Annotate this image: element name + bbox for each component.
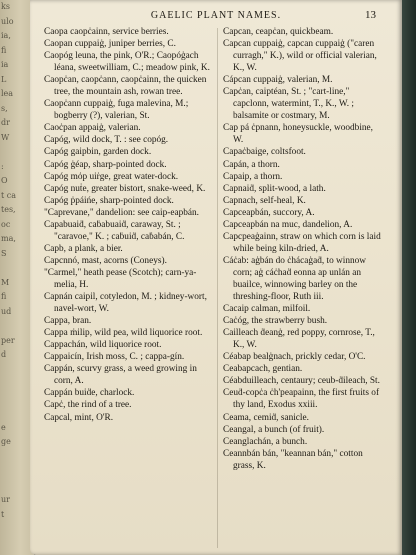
dictionary-entry: Cappán buiḋe, charlock. <box>44 388 135 399</box>
adjacent-page-fragment <box>1 406 31 421</box>
dictionary-entry: Cáċab: aġbán do ċhácaġaḋ, to winnow corn; aġ cáċhaḋ eonna ap unlán an buailce, winnowing barley on the threshing-floor, Ruth iii. <box>223 255 367 303</box>
adjacent-page-fragment: : <box>1 161 4 171</box>
adjacent-page-text <box>1 0 31 555</box>
dictionary-entry: Capb, a plank, a bier. <box>44 243 123 254</box>
dictionary-entry: Capaċbaige, coltsfoot. <box>223 147 306 158</box>
dictionary-entry: "Caprevane," dandelion: see caip-eapbán. <box>44 207 199 218</box>
adjacent-page-fragment <box>1 145 31 160</box>
book-cover-edge <box>400 0 416 555</box>
adjacent-page-fragment: ma, <box>1 234 16 243</box>
dictionary-entry: Caopóg leuna, the pink, O'R.; Caopóġach léana, sweetwilliam, C.; meadow pink, K. <box>44 51 210 74</box>
adjacent-page-fragment: fi <box>1 45 7 55</box>
adjacent-page-fragment: ge <box>1 437 11 446</box>
dictionary-entry: Cappa ṁilip, wild pea, wild liquorice root. <box>44 328 203 339</box>
adjacent-page-fragment: L <box>1 74 7 84</box>
adjacent-page-fragment: S <box>1 248 7 258</box>
dictionary-entry: Caopċann cuppaiġ, fuga malevina, M.; bogberry (?), valerian, St. <box>44 99 189 122</box>
dictionary-entry: Ceabapcach, gentian. <box>223 364 303 375</box>
dictionary-entry: Ceama, cemiḋ, sanicle. <box>223 412 309 423</box>
dictionary-entry: Cailleach ḋeanġ, red poppy, cornrose, T., K., W. <box>223 328 375 351</box>
column-gutter <box>217 28 218 548</box>
dictionary-entry: Céabap bealġnach, prickly cedar, O'C. <box>223 352 366 363</box>
dictionary-entry: Capceapbán na muc, dandelion, A. <box>223 219 353 230</box>
dictionary-entry: Capnán caipil, cotyledon, M. ; kidney-wort, navel-wort, W. <box>44 292 207 315</box>
dictionary-entry: Cappachán, wild liquorice root. <box>44 340 162 351</box>
dictionary-entry: Capcan cuppaiġ, capcan cuppaiġ ("caren curragh," K.), wild or official valerian, K., W. <box>223 39 377 74</box>
dictionary-entry: Céabduilleach, centaury; ceub-ḋileach, St. <box>223 376 380 387</box>
adjacent-page-fragment: tes, <box>1 205 16 214</box>
adjacent-page-fragment: e <box>1 422 6 432</box>
adjacent-page-fragment: per <box>1 335 15 345</box>
adjacent-page-fragment: s, <box>1 103 8 113</box>
adjacent-page-fragment: ia, <box>1 31 11 40</box>
dictionary-entry: Ceannbán bán, "keannan bán," cotton grass, K. <box>223 448 363 471</box>
adjacent-page-fragment <box>1 522 31 537</box>
dictionary-entry: Caopċan, caopċann, caopċainn, the quicken tree, the mountain ash, rowan tree. <box>44 75 207 98</box>
dictionary-entry: Caopa caopċainn, service berries. <box>44 27 169 37</box>
dictionary-entry: Caoċpan appaiġ, valerian. <box>44 123 141 134</box>
adjacent-page-fragment: t <box>1 509 5 519</box>
dictionary-entry: Capċ, the rind of a tree. <box>44 400 132 411</box>
running-header <box>30 6 402 26</box>
dictionary-entry: Caċóg, the strawberry bush. <box>223 316 328 327</box>
dictionary-entry: Capcpeaġainn, straw on which corn is laid while being kiln-dried, A. <box>223 231 381 254</box>
dictionary-entry: Ceangal, a bunch (of fruit). <box>223 424 325 435</box>
adjacent-page-fragment <box>1 392 31 407</box>
adjacent-page-fragment: O <box>1 176 8 185</box>
adjacent-page-fragment: dr <box>1 118 10 127</box>
adjacent-page-fragment <box>1 363 31 378</box>
dictionary-entry: Capcal, mint, O'R. <box>44 412 114 423</box>
dictionary-entry: Capóg mόp uiṙge, great water-dock. <box>44 171 179 182</box>
book-page <box>30 0 402 555</box>
dictionary-entry: Caopan cuppaiġ, juniper berries, C. <box>44 39 176 50</box>
adjacent-page-fragment: M <box>1 277 10 287</box>
adjacent-page-fragment: ud <box>1 306 12 316</box>
dictionary-entry: Capabuaiḋ, caḃabuaiḋ, caraway, St. ; "caravoe," K. ; caḃuiḋ, caḃabán, C. <box>44 219 185 242</box>
dictionary-entry: Capóg, wild dock, T. : see copóg. <box>44 135 169 146</box>
adjacent-page-fragment: fi <box>1 292 7 301</box>
dictionary-entry: Capóg ġéap, sharp-pointed dock. <box>44 159 167 170</box>
page-number: 13 <box>365 9 376 21</box>
adjacent-page-fragment: W <box>1 132 10 142</box>
dictionary-entry: Cap pá ċpnann, honeysuckle, woodbine, W. <box>223 123 374 146</box>
adjacent-page-fragment: oc <box>1 219 11 229</box>
dictionary-entry: Cacaip calman, milfoil. <box>223 304 311 315</box>
adjacent-page-fragment: ia <box>1 60 9 69</box>
dictionary-entry: Capceapbán, succory, A. <box>223 207 315 218</box>
dictionary-entry: Capnaiḋ, split-wood, a lath. <box>223 183 326 194</box>
dictionary-entry: Ceanglachán, a bunch. <box>223 436 308 447</box>
right-column <box>223 26 385 472</box>
adjacent-page-fragment <box>1 450 31 465</box>
adjacent-page-fragment <box>1 464 31 479</box>
adjacent-page-fragment <box>1 261 31 276</box>
dictionary-entry: Ceuḋ-copċa ċh'peapainn, the first fruits of thy land, Exodus xxiii. <box>223 388 380 411</box>
dictionary-entry: Capóg nuṫe, greater bistort, snake-weed, K. <box>44 183 206 194</box>
dictionary-entry: Capnach, self-heal, K. <box>223 195 306 206</box>
adjacent-page-fragment <box>1 377 31 392</box>
adjacent-page-fragment: d <box>1 350 7 359</box>
dictionary-entry: Capaip, a thorn. <box>223 171 283 182</box>
adjacent-page-fragment: ur <box>1 495 10 504</box>
dictionary-entry: Cappa, bran. <box>44 316 92 327</box>
adjacent-page-fragment: ulo <box>1 16 14 26</box>
running-title: GAELIC PLANT NAMES. <box>150 10 282 21</box>
adjacent-page-fragment: lea <box>1 89 14 98</box>
dictionary-entry: Cappán, scurvy grass, a weed growing in corn, A. <box>44 364 197 387</box>
dictionary-entry: Capcan, ceapċan, quickbeam. <box>223 27 334 37</box>
adjacent-page-fragment <box>1 479 31 494</box>
dictionary-entry: Capóg gaipbin, garden dock. <box>44 147 152 158</box>
dictionary-entry: Capcnnó, mast, acorns (Coneys). <box>44 255 167 266</box>
dictionary-entry: Cápcan cuppaiġ, valerian, M. <box>223 75 333 86</box>
dictionary-entry: Capóg ṗpáińe, sharp-pointed dock. <box>44 195 174 206</box>
adjacent-page-fragment: t ca <box>1 190 17 200</box>
adjacent-page-fragment: ks <box>1 2 10 11</box>
adjacent-page-fragment <box>1 319 31 334</box>
left-column <box>44 26 212 424</box>
dictionary-entry: "Carmel," heath pease (Scotch); carn-ya-melia, H. <box>44 267 197 290</box>
dictionary-entry: Cappaicín, Irish moss, C. ; cappa-gín. <box>44 352 185 363</box>
dictionary-entry: Capċan, caiptéan, St. ; "cart-line," capclonn, watermint, T., K., W. ; balsamite or costmary, M. <box>223 87 355 122</box>
dictionary-entry: Capán, a thorn. <box>223 159 280 170</box>
